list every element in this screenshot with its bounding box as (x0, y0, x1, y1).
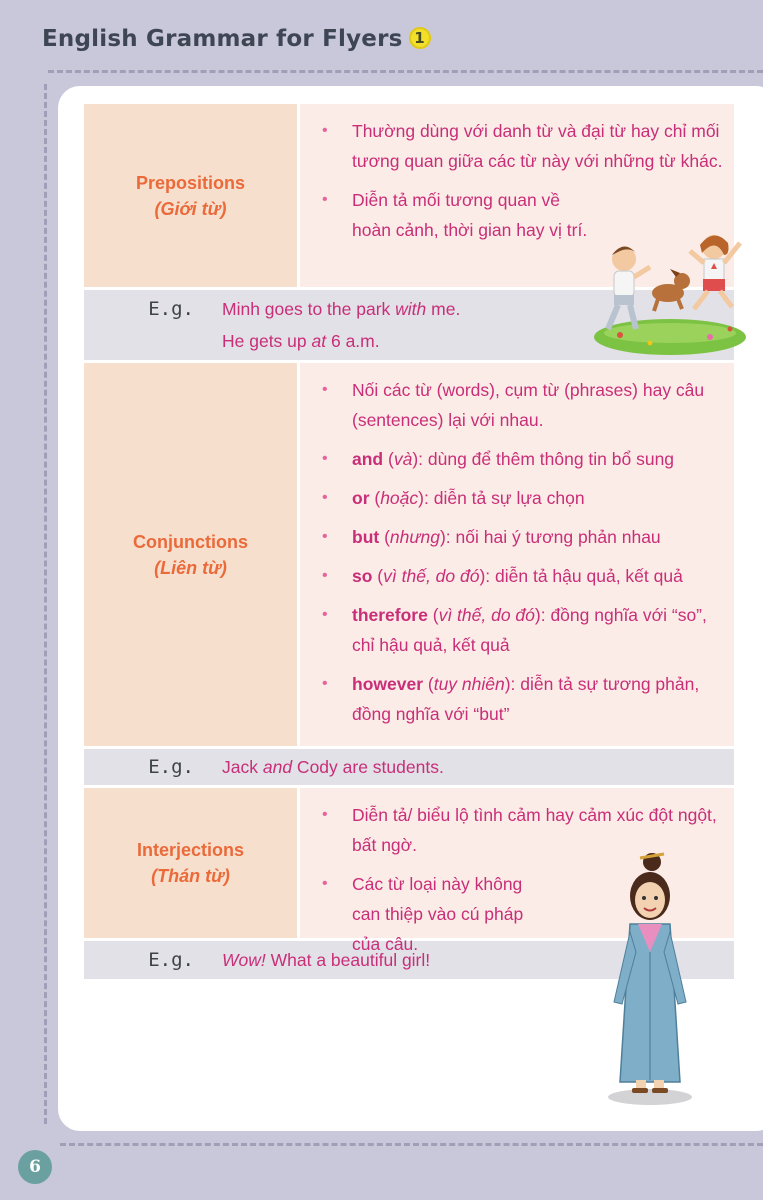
example-row (84, 749, 734, 785)
table-row-conjunctions (84, 363, 734, 746)
term-label: Prepositions (135, 172, 246, 193)
bullet-text: Diễn tả/ biểu lộ tình cảm hay cảm xúc đột ngột, bất ngờ. (352, 805, 717, 855)
bullet-item (318, 800, 724, 860)
bullet-item: • or (hoặc): diễn tả sự lựa chọn (318, 483, 724, 513)
eg-label: E.g. (148, 298, 194, 320)
term-cell (84, 363, 297, 746)
kids-playing-illustration (590, 225, 750, 360)
term-cell (84, 788, 297, 938)
bullet-item: • so (vì thế, do đó): diễn tả hậu quả, kết quả (318, 561, 724, 591)
bullet-text: Thường dùng với danh từ và đại từ hay chỉ mối tương quan giữa các từ này với những từ khác. (352, 121, 723, 171)
dashed-border-left (44, 84, 47, 1124)
term-translation: (Thán từ) (151, 866, 230, 886)
bullet-item (318, 116, 724, 176)
bullet-text: Diễn tả mối tương quan về hoàn cảnh, thời gian hay vị trí. (352, 190, 588, 240)
term-label: Conjunctions (133, 531, 248, 552)
example-sentence: Minh goes to the park with me. (222, 299, 461, 319)
term-cell (84, 104, 297, 287)
page-header (42, 26, 431, 52)
bullet-item (318, 375, 724, 435)
bullet-item: • and (và): dùng để thêm thông tin bổ sung (318, 444, 724, 474)
header-title: English Grammar for Flyers (42, 26, 403, 52)
bullet-item: • therefore (vì thế, do đó): đồng nghĩa với “so”, chỉ hậu quả, kết quả (318, 600, 724, 660)
dashed-border-bottom (60, 1143, 763, 1146)
girl-in-traditional-dress-illustration (600, 852, 700, 1107)
bullet-text: Các từ loại này không can thiệp vào cú pháp của câu. (352, 874, 524, 954)
term-translation: (Liên từ) (154, 557, 227, 578)
example-sentence: Wow! What a beautiful girl! (222, 950, 431, 970)
eg-label: E.g. (148, 949, 194, 971)
bullet-item: • however (tuy nhiên): diễn tả sự tương phản, đồng nghĩa với “but” (318, 669, 724, 729)
page-number: 6 (18, 1150, 52, 1184)
term-label: Interjections (136, 840, 245, 860)
dashed-border-top (48, 70, 763, 73)
term-translation: (Giới từ) (154, 198, 227, 219)
description-cell (300, 363, 734, 746)
example-sentence: He gets up at 6 a.m. (222, 331, 380, 351)
eg-label: E.g. (148, 756, 194, 778)
bullet-text: Nối các từ (words), cụm từ (phrases) hay câu (sentences) lại với nhau. (352, 380, 705, 430)
bullet-item: • but (nhưng): nối hai ý tương phản nhau (318, 522, 724, 552)
example-lines (222, 751, 444, 783)
book-number-badge: 1 (409, 27, 431, 49)
example-lines (222, 293, 460, 357)
example-sentence: Jack and Cody are students. (222, 757, 444, 777)
